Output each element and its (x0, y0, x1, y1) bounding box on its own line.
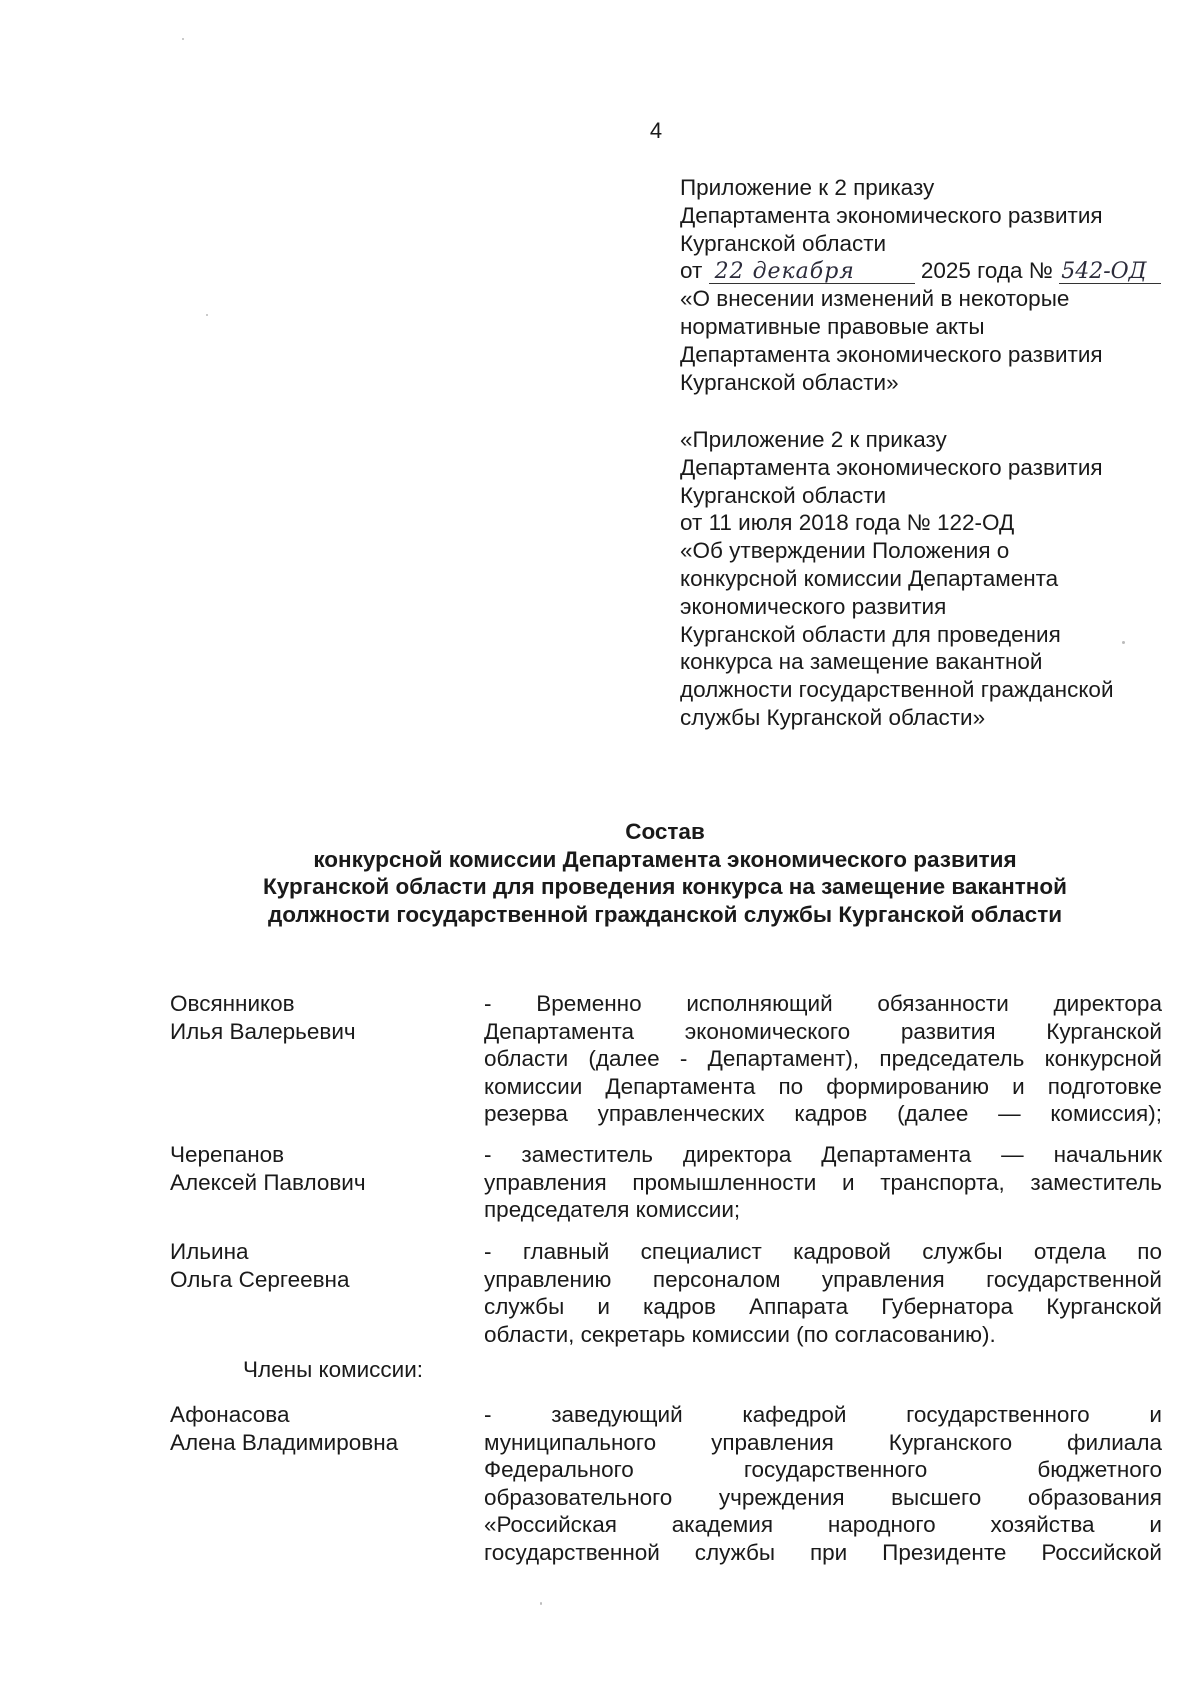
appendix-line: Департамента экономического развития (680, 202, 1103, 228)
scan-speck (540, 1602, 542, 1605)
member-given-name: Алексей Павлович (170, 1169, 366, 1195)
member-given-name: Илья Валерьевич (170, 1018, 356, 1044)
appendix-line: Департамента экономического развития (680, 341, 1103, 367)
appendix-header-amendment (680, 174, 1180, 396)
role-line: области (далее - Департамент), председатель конкурсной (484, 1046, 1162, 1072)
date-prefix: от (680, 258, 703, 284)
appendix-line: конкурсной комиссии Департамента (680, 565, 1059, 591)
role-line: управлению персоналом управления государственной (484, 1266, 1162, 1292)
member-surname: Ильина (170, 1239, 249, 1264)
role-line: образовательного учреждения высшего образования (484, 1484, 1162, 1510)
appendix-line: Курганской области (680, 482, 887, 508)
member-given-name: Алена Владимировна (170, 1429, 399, 1455)
role-line: государственной службы при Президенте Российской (484, 1539, 1162, 1565)
title-heading: Состав (625, 819, 705, 844)
role-line: «Российская академия народного хозяйства и (484, 1512, 1162, 1538)
member-surname: Черепанов (170, 1142, 285, 1167)
role-line: - Временно исполняющий обязанности директора (484, 991, 1162, 1016)
appendix-line: Департамента экономического развития (680, 454, 1103, 480)
appendix-line: от 11 июля 2018 года № 122-ОД (680, 510, 1015, 536)
scan-speck (206, 314, 208, 316)
member-name (170, 1401, 470, 1456)
member-given-name: Ольга Сергеевна (170, 1266, 350, 1292)
title-line: Курганской области для проведения конкурса на замещение вакантной (263, 874, 1067, 899)
scan-speck (182, 38, 184, 40)
member-role (484, 1401, 1162, 1567)
member-role (484, 990, 1162, 1128)
member-name (170, 1238, 470, 1293)
role-line: комиссии Департамента по формированию и подготовке (484, 1073, 1162, 1099)
role-line: управления промышленности и транспорта, заместитель (484, 1169, 1162, 1195)
role-line: Департамента экономического развития Курганской (484, 1018, 1162, 1044)
handwritten-date: 22 декабря (709, 261, 915, 284)
role-line: председателя комиссии; (484, 1197, 741, 1223)
appendix-line: Курганской области (680, 230, 887, 256)
appendix-line: «Приложение 2 к приказу (680, 427, 947, 452)
appendix-line: нормативные правовые акты (680, 313, 985, 339)
appendix-line: Курганской области для проведения (680, 621, 1061, 647)
appendix-line: «Об утверждении Положения о (680, 538, 1010, 564)
appendix-line: конкурса на замещение вакантной (680, 649, 1043, 675)
title-line: конкурсной комиссии Департамента экономического развития (313, 846, 1017, 872)
member-surname: Овсянников (170, 991, 295, 1016)
handwritten-order-number: 542-ОД (1059, 261, 1161, 284)
member-role (484, 1141, 1162, 1224)
role-line: - заместитель директора Департамента — начальник (484, 1142, 1162, 1167)
member-surname: Афонасова (170, 1402, 290, 1427)
role-line: области, секретарь комиссии (по согласованию). (484, 1321, 996, 1347)
member-name (170, 990, 470, 1045)
role-line: муниципального управления Курганского филиала (484, 1429, 1162, 1455)
appendix-header-original (680, 426, 1180, 732)
appendix-date-line (680, 257, 1180, 285)
member-name (170, 1141, 470, 1196)
year-text: 2025 года № (920, 258, 1053, 284)
members-heading: Члены комиссии: (243, 1357, 424, 1382)
appendix-line: Приложение к 2 приказу (680, 175, 935, 200)
role-line: - главный специалист кадровой службы отдела по (484, 1239, 1162, 1264)
title-line: должности государственной гражданской службы Курганской области (267, 901, 1063, 927)
appendix-line: «О внесении изменений в некоторые (680, 286, 1070, 312)
appendix-line: экономического развития (680, 593, 947, 619)
role-line: - заведующий кафедрой государственного и (484, 1402, 1162, 1427)
appendix-line: должности государственной гражданской (680, 677, 1114, 703)
role-line: службы и кадров Аппарата Губернатора Курганской (484, 1294, 1162, 1320)
page-number: 4 (649, 118, 663, 143)
role-line: Федерального государственного бюджетного (484, 1457, 1162, 1483)
appendix-line: службы Курганской области» (680, 704, 986, 730)
member-role (484, 1238, 1162, 1348)
scan-speck (1122, 641, 1125, 644)
appendix-line: Курганской области» (680, 369, 899, 395)
role-line: резерва управленческих кадров (далее — комиссия); (484, 1101, 1162, 1127)
document-title (130, 818, 1200, 928)
